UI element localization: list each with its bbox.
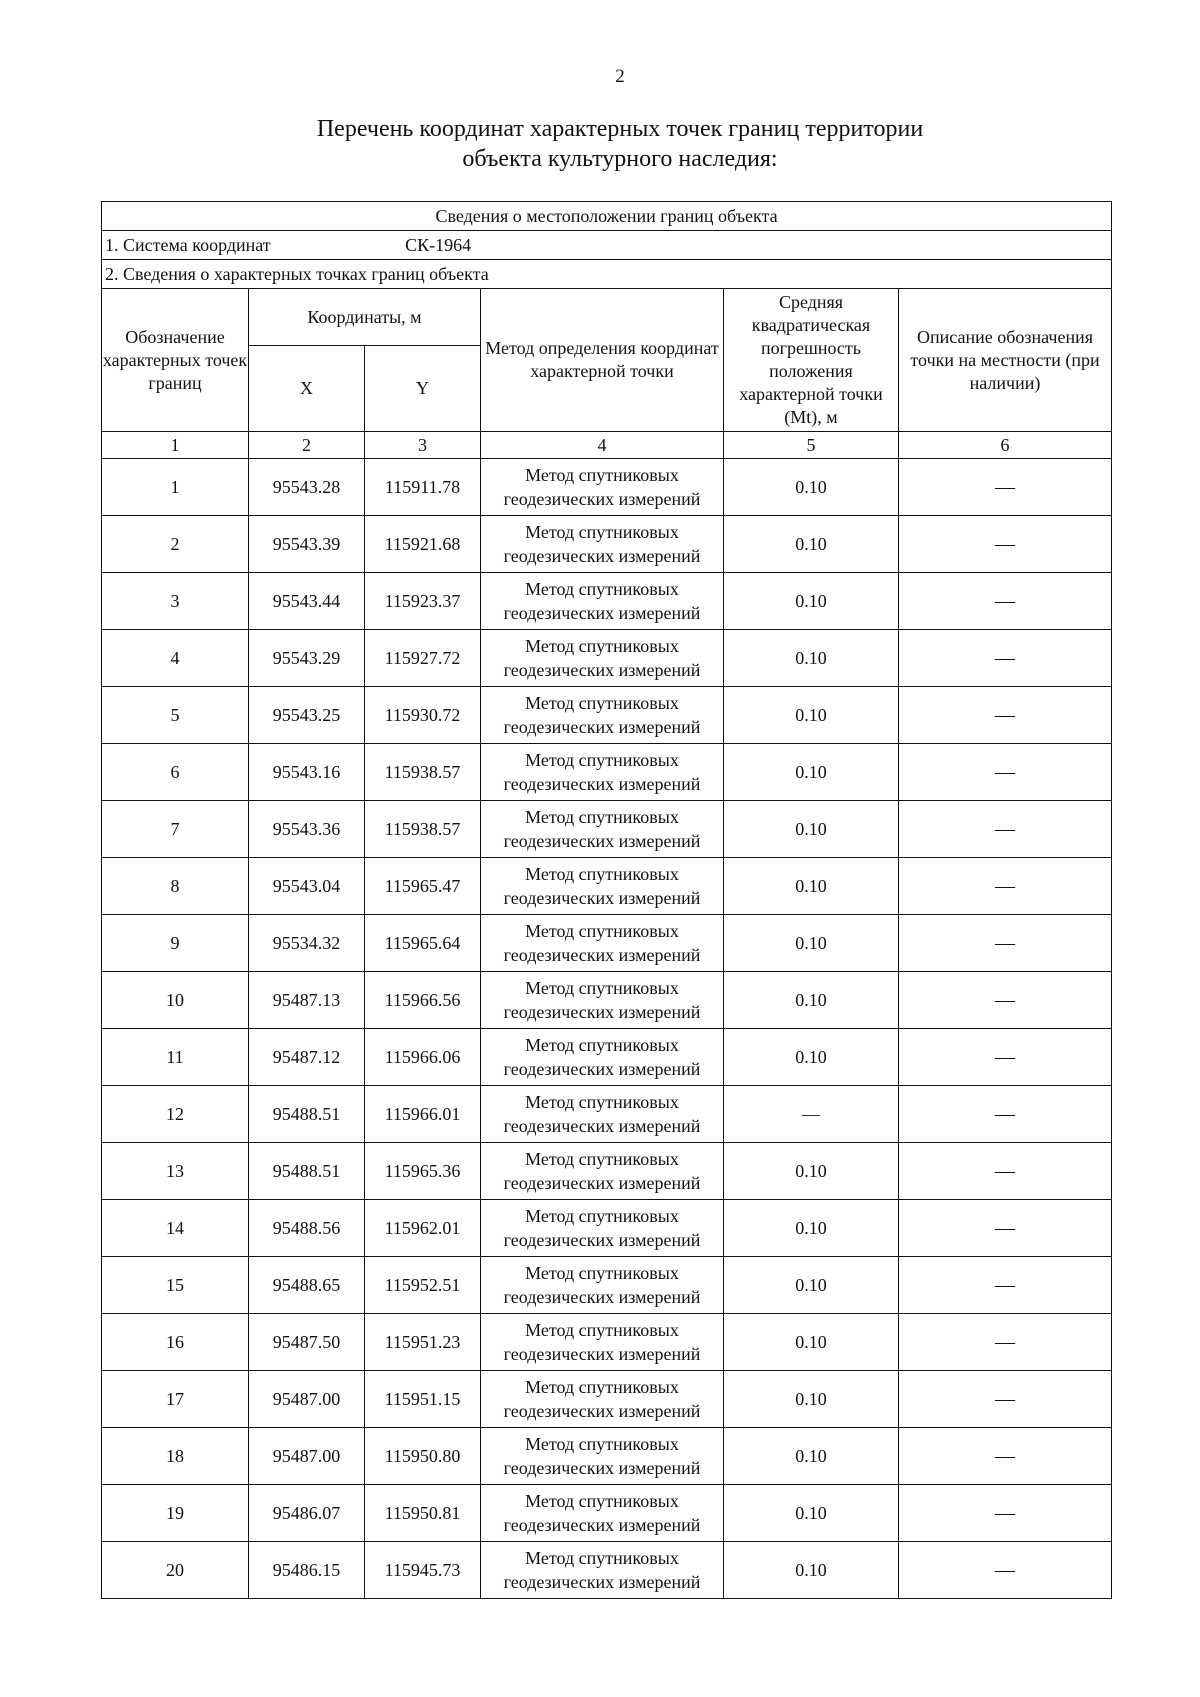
point-id: 4 xyxy=(102,630,249,687)
method: Метод спутниковых геодезических измерений xyxy=(481,516,724,573)
column-number-row xyxy=(102,432,1112,459)
method: Метод спутниковых геодезических измерений xyxy=(481,1314,724,1371)
header-x: X xyxy=(249,346,365,432)
mean-error: — xyxy=(724,1086,899,1143)
method: Метод спутниковых геодезических измерений xyxy=(481,630,724,687)
table-row xyxy=(102,573,1112,630)
method: Метод спутниковых геодезических измерений xyxy=(481,801,724,858)
table-caption: Сведения о местоположении границ объекта xyxy=(102,202,1112,231)
coord-x: 95487.50 xyxy=(249,1314,365,1371)
coord-y: 115921.68 xyxy=(365,516,481,573)
coord-system-label: 1. Система координат xyxy=(105,234,271,255)
point-id: 5 xyxy=(102,687,249,744)
point-id: 6 xyxy=(102,744,249,801)
coord-x: 95543.44 xyxy=(249,573,365,630)
coord-y: 115966.01 xyxy=(365,1086,481,1143)
column-number: 5 xyxy=(724,432,899,459)
point-id: 10 xyxy=(102,972,249,1029)
point-description: — xyxy=(899,459,1112,516)
column-number: 1 xyxy=(102,432,249,459)
point-description: — xyxy=(899,1200,1112,1257)
point-description: — xyxy=(899,1428,1112,1485)
coord-y: 115927.72 xyxy=(365,630,481,687)
point-description: — xyxy=(899,687,1112,744)
point-description: — xyxy=(899,1143,1112,1200)
mean-error: 0.10 xyxy=(724,459,899,516)
table-row xyxy=(102,1428,1112,1485)
table-row xyxy=(102,858,1112,915)
table-row xyxy=(102,1086,1112,1143)
column-number: 4 xyxy=(481,432,724,459)
table-row xyxy=(102,1542,1112,1599)
point-id: 13 xyxy=(102,1143,249,1200)
point-description: — xyxy=(899,1542,1112,1599)
mean-error: 0.10 xyxy=(724,1485,899,1542)
method: Метод спутниковых геодезических измерений xyxy=(481,1029,724,1086)
point-description: — xyxy=(899,1086,1112,1143)
point-description: — xyxy=(899,1029,1112,1086)
coord-y: 115951.15 xyxy=(365,1371,481,1428)
coord-x: 95488.65 xyxy=(249,1257,365,1314)
coord-y: 115938.57 xyxy=(365,801,481,858)
column-number: 6 xyxy=(899,432,1112,459)
coord-x: 95543.28 xyxy=(249,459,365,516)
header-error: Средняя квадратическая погрешность положения характерной точки (Mt), м xyxy=(724,289,899,432)
method: Метод спутниковых геодезических измерений xyxy=(481,687,724,744)
mean-error: 0.10 xyxy=(724,1029,899,1086)
method: Метод спутниковых геодезических измерений xyxy=(481,1542,724,1599)
method: Метод спутниковых геодезических измерений xyxy=(481,573,724,630)
page-number: 2 xyxy=(615,66,625,87)
coord-x: 95543.39 xyxy=(249,516,365,573)
header-y: Y xyxy=(365,346,481,432)
table-row xyxy=(102,1485,1112,1542)
point-id: 20 xyxy=(102,1542,249,1599)
table-row xyxy=(102,1371,1112,1428)
table-row xyxy=(102,687,1112,744)
table-body xyxy=(102,459,1112,1599)
point-id: 1 xyxy=(102,459,249,516)
coord-y: 115965.64 xyxy=(365,915,481,972)
mean-error: 0.10 xyxy=(724,1143,899,1200)
method: Метод спутниковых геодезических измерений xyxy=(481,858,724,915)
mean-error: 0.10 xyxy=(724,630,899,687)
mean-error: 0.10 xyxy=(724,744,899,801)
method: Метод спутниковых геодезических измерений xyxy=(481,1485,724,1542)
coord-y: 115951.23 xyxy=(365,1314,481,1371)
mean-error: 0.10 xyxy=(724,972,899,1029)
mean-error: 0.10 xyxy=(724,1257,899,1314)
coord-x: 95487.13 xyxy=(249,972,365,1029)
coord-x: 95487.00 xyxy=(249,1428,365,1485)
point-id: 16 xyxy=(102,1314,249,1371)
point-id: 14 xyxy=(102,1200,249,1257)
method: Метод спутниковых геодезических измерений xyxy=(481,1257,724,1314)
coord-x: 95486.07 xyxy=(249,1485,365,1542)
method: Метод спутниковых геодезических измерений xyxy=(481,972,724,1029)
method: Метод спутниковых геодезических измерений xyxy=(481,1200,724,1257)
mean-error: 0.10 xyxy=(724,1542,899,1599)
header-description: Описание обозначения точки на местности (при наличии) xyxy=(899,289,1112,432)
coord-y: 115930.72 xyxy=(365,687,481,744)
point-id: 17 xyxy=(102,1371,249,1428)
table-row xyxy=(102,459,1112,516)
coord-x: 95543.29 xyxy=(249,630,365,687)
coord-x: 95488.51 xyxy=(249,1143,365,1200)
table-row xyxy=(102,1200,1112,1257)
point-id: 11 xyxy=(102,1029,249,1086)
coord-y: 115966.06 xyxy=(365,1029,481,1086)
coord-y: 115950.80 xyxy=(365,1428,481,1485)
coord-y: 115923.37 xyxy=(365,573,481,630)
coord-x: 95487.12 xyxy=(249,1029,365,1086)
coord-x: 95488.51 xyxy=(249,1086,365,1143)
coord-system-row xyxy=(102,231,1112,260)
table-row xyxy=(102,1257,1112,1314)
coord-y: 115952.51 xyxy=(365,1257,481,1314)
point-id: 9 xyxy=(102,915,249,972)
point-description: — xyxy=(899,1257,1112,1314)
coord-y: 115966.56 xyxy=(365,972,481,1029)
table-row xyxy=(102,1029,1112,1086)
point-id: 19 xyxy=(102,1485,249,1542)
coord-x: 95543.36 xyxy=(249,801,365,858)
coord-y: 115945.73 xyxy=(365,1542,481,1599)
point-id: 7 xyxy=(102,801,249,858)
coord-y: 115950.81 xyxy=(365,1485,481,1542)
table-row xyxy=(102,516,1112,573)
coord-system-value: СК-1964 xyxy=(405,234,472,255)
point-id: 12 xyxy=(102,1086,249,1143)
coord-x: 95488.56 xyxy=(249,1200,365,1257)
point-id: 3 xyxy=(102,573,249,630)
table-row xyxy=(102,630,1112,687)
coord-y: 115911.78 xyxy=(365,459,481,516)
header-designation: Обозначение характерных точек границ xyxy=(102,289,249,432)
point-description: — xyxy=(899,516,1112,573)
point-id: 18 xyxy=(102,1428,249,1485)
mean-error: 0.10 xyxy=(724,915,899,972)
point-id: 8 xyxy=(102,858,249,915)
table-row xyxy=(102,915,1112,972)
table-row xyxy=(102,1314,1112,1371)
table-row xyxy=(102,744,1112,801)
coord-y: 115962.01 xyxy=(365,1200,481,1257)
coord-x: 95543.16 xyxy=(249,744,365,801)
mean-error: 0.10 xyxy=(724,516,899,573)
mean-error: 0.10 xyxy=(724,1200,899,1257)
method: Метод спутниковых геодезических измерений xyxy=(481,915,724,972)
point-description: — xyxy=(899,630,1112,687)
mean-error: 0.10 xyxy=(724,1371,899,1428)
mean-error: 0.10 xyxy=(724,687,899,744)
point-description: — xyxy=(899,858,1112,915)
point-description: — xyxy=(899,744,1112,801)
method: Метод спутниковых геодезических измерений xyxy=(481,459,724,516)
point-description: — xyxy=(899,1371,1112,1428)
point-id: 2 xyxy=(102,516,249,573)
point-description: — xyxy=(899,573,1112,630)
table-row xyxy=(102,801,1112,858)
method: Метод спутниковых геодезических измерений xyxy=(481,1086,724,1143)
mean-error: 0.10 xyxy=(724,1314,899,1371)
header-coords: Координаты, м xyxy=(249,289,481,346)
method: Метод спутниковых геодезических измерений xyxy=(481,1428,724,1485)
table-row xyxy=(102,1143,1112,1200)
column-number: 2 xyxy=(249,432,365,459)
coord-y: 115938.57 xyxy=(365,744,481,801)
document-title xyxy=(0,114,1200,174)
mean-error: 0.10 xyxy=(724,1428,899,1485)
method: Метод спутниковых геодезических измерений xyxy=(481,744,724,801)
mean-error: 0.10 xyxy=(724,858,899,915)
point-description: — xyxy=(899,1314,1112,1371)
coord-x: 95486.15 xyxy=(249,1542,365,1599)
coord-y: 115965.47 xyxy=(365,858,481,915)
header-method: Метод определения координат характерной точки xyxy=(481,289,724,432)
coord-y: 115965.36 xyxy=(365,1143,481,1200)
mean-error: 0.10 xyxy=(724,573,899,630)
point-description: — xyxy=(899,972,1112,1029)
column-number: 3 xyxy=(365,432,481,459)
points-section-label: 2. Сведения о характерных точках границ объекта xyxy=(102,260,1112,289)
document-title-line-2: объекта культурного наследия: xyxy=(462,146,778,172)
document-title-line-1: Перечень координат характерных точек границ территории xyxy=(316,116,924,142)
coordinates-table xyxy=(101,201,1112,1599)
coord-x: 95487.00 xyxy=(249,1371,365,1428)
mean-error: 0.10 xyxy=(724,801,899,858)
method: Метод спутниковых геодезических измерений xyxy=(481,1371,724,1428)
coord-x: 95543.25 xyxy=(249,687,365,744)
coord-x: 95543.04 xyxy=(249,858,365,915)
method: Метод спутниковых геодезических измерений xyxy=(481,1143,724,1200)
point-description: — xyxy=(899,801,1112,858)
point-id: 15 xyxy=(102,1257,249,1314)
coord-x: 95534.32 xyxy=(249,915,365,972)
point-description: — xyxy=(899,915,1112,972)
table-row xyxy=(102,972,1112,1029)
point-description: — xyxy=(899,1485,1112,1542)
